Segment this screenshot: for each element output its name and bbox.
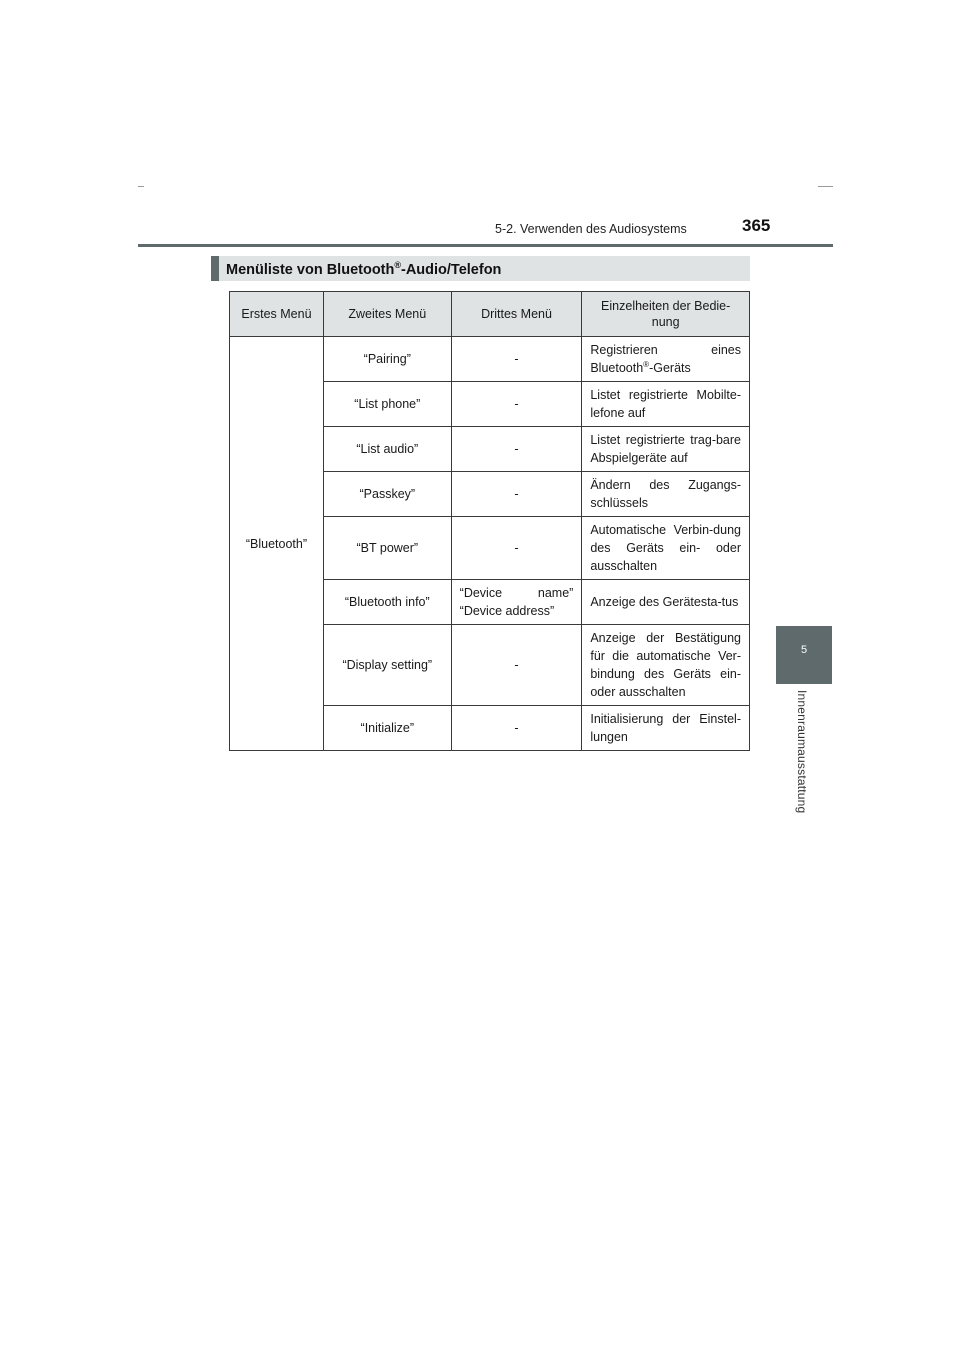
detail-cell: Anzeige des Gerätesta-tus xyxy=(582,580,750,625)
third-menu-cell: “Device name” “Device address” xyxy=(451,580,582,625)
detail-cell: Initialisierung der Einstel-lungen xyxy=(582,706,750,751)
second-menu-cell: “Pairing” xyxy=(323,337,451,382)
first-menu-cell: “Bluetooth” xyxy=(230,337,324,751)
detail-cell: Automatische Verbin-dung des Geräts ein- oder ausschalten xyxy=(582,517,750,580)
title-accent xyxy=(211,256,219,281)
page-number: 365 xyxy=(742,216,771,235)
third-menu-cell: - xyxy=(451,625,582,706)
header-details: Einzelheiten der Bedie-nung xyxy=(582,292,750,337)
table-header-row xyxy=(230,292,750,337)
detail-cell: Listet registrierte trag-bare Abspielgeräte auf xyxy=(582,427,750,472)
third-menu-cell: - xyxy=(451,337,582,382)
detail-cell: Anzeige der Bestätigung für die automatische Ver-bindung des Geräts ein- oder ausschalten xyxy=(582,625,750,706)
second-menu-cell: “BT power” xyxy=(323,517,451,580)
chapter-tab: 5 xyxy=(776,626,832,684)
section-title-bar xyxy=(211,256,750,281)
third-menu-cell: - xyxy=(451,517,582,580)
detail-cell: Listet registrierte Mobilte-lefone auf xyxy=(582,382,750,427)
third-menu-cell: - xyxy=(451,472,582,517)
third-menu-cell: - xyxy=(451,382,582,427)
second-menu-cell: “Bluetooth info” xyxy=(323,580,451,625)
running-header: 5-2. Verwenden des Audiosystems xyxy=(495,222,687,236)
detail-cell: Ändern des Zugangs-schlüssels xyxy=(582,472,750,517)
second-menu-cell: “Initialize” xyxy=(323,706,451,751)
header-second-menu: Zweites Menü xyxy=(323,292,451,337)
section-title: Menüliste von Bluetooth®-Audio/Telefon xyxy=(226,260,502,278)
crop-mark-left xyxy=(138,186,144,187)
second-menu-cell: “List phone” xyxy=(323,382,451,427)
detail-cell: Registrieren eines Bluetooth®-Geräts xyxy=(582,337,750,382)
crop-mark-right xyxy=(818,186,833,187)
second-menu-cell: “Passkey” xyxy=(323,472,451,517)
header-rule xyxy=(138,244,833,247)
table-row xyxy=(230,337,750,382)
menu-table xyxy=(229,291,750,751)
second-menu-cell: “Display setting” xyxy=(323,625,451,706)
third-menu-cell: - xyxy=(451,706,582,751)
second-menu-cell: “List audio” xyxy=(323,427,451,472)
header-third-menu: Drittes Menü xyxy=(451,292,582,337)
third-menu-cell: - xyxy=(451,427,582,472)
header-first-menu: Erstes Menü xyxy=(230,292,324,337)
chapter-label: Innenraumausstattung xyxy=(795,690,809,814)
